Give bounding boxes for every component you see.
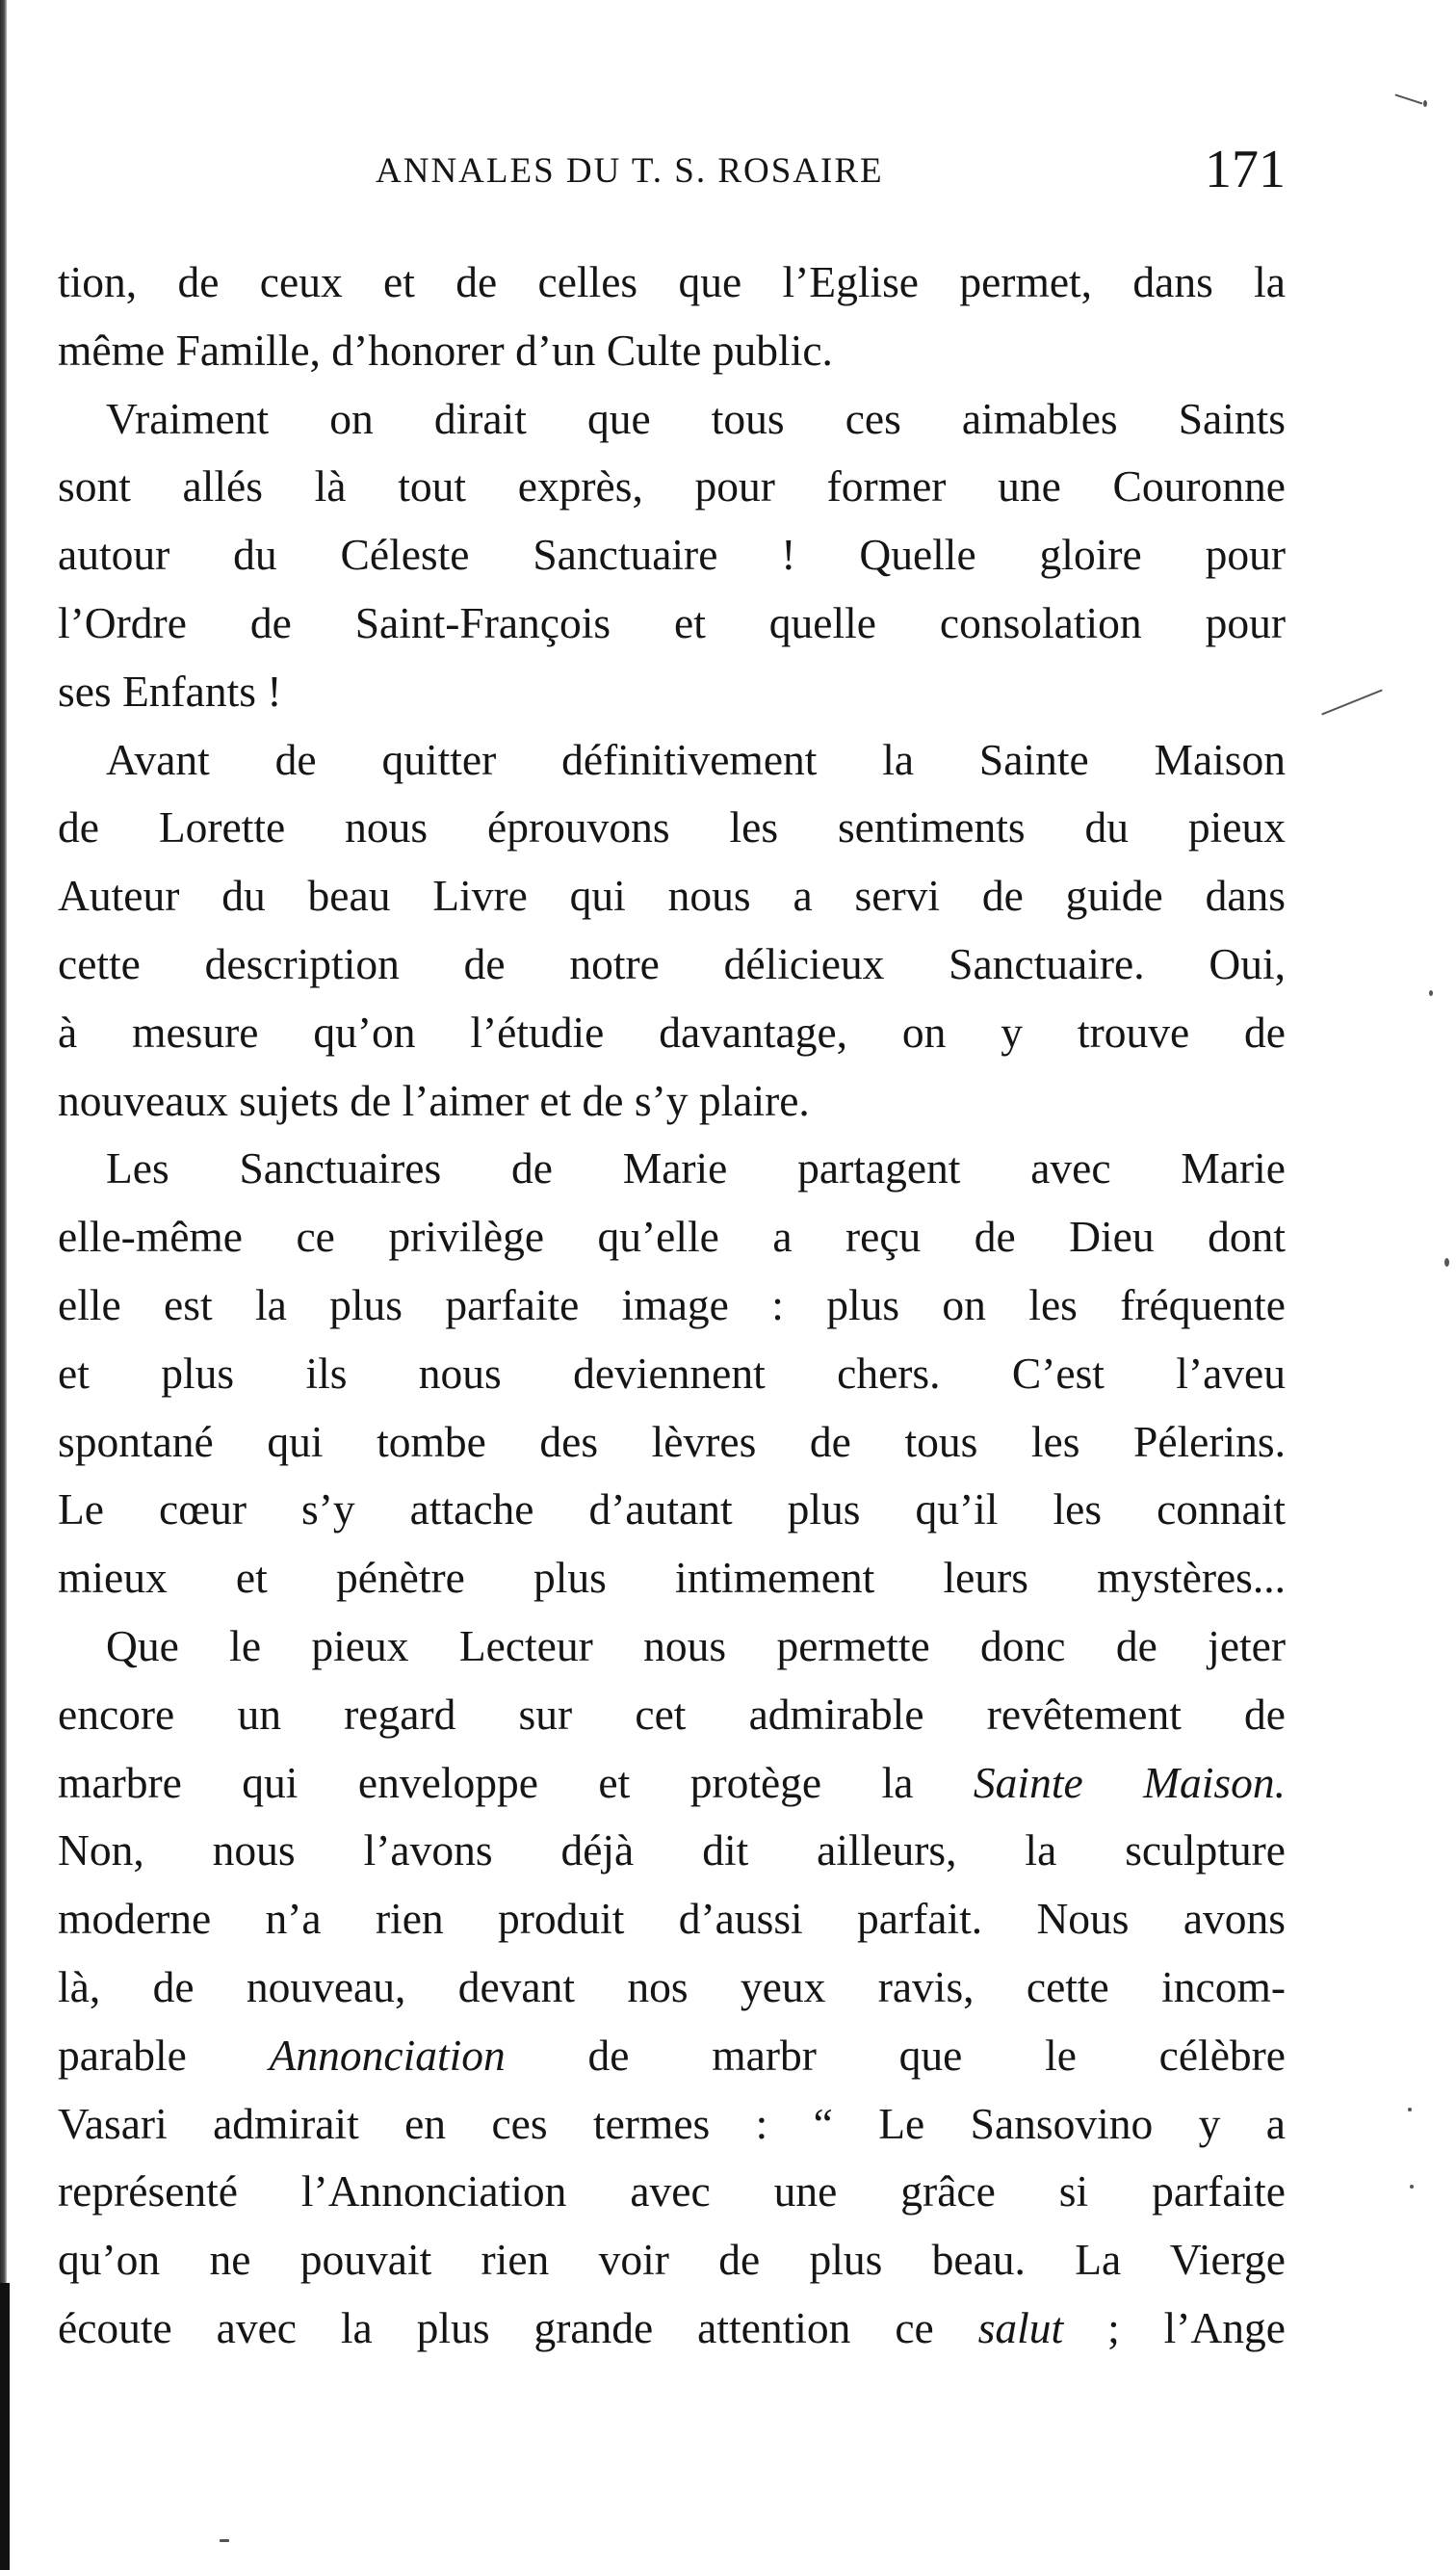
italic-text: salut [977, 2302, 1064, 2352]
text-segment: moderne n’a rien produit d’aussi parfait. Nous avons [58, 1894, 1286, 1944]
text-line [58, 2090, 1286, 2159]
text-line [58, 931, 1286, 999]
text-line [58, 1544, 1286, 1613]
text-segment: elle est la plus parfaite image : plus on les fréquente [58, 1279, 1286, 1329]
text-segment: Le cœur s’y attache d’autant plus qu’il les connait [58, 1484, 1286, 1534]
text-segment: tion, de ceux et de celles que l’Eglise permet, dans la [58, 257, 1286, 306]
text-line [58, 317, 1286, 385]
text-segment: même Famille, d’honorer d’un Culte public. [58, 325, 833, 375]
text-line [58, 2295, 1286, 2363]
scan-speck [220, 2539, 229, 2542]
text-segment: elle-même ce privilège qu’elle a reçu de Dieu dont [58, 1212, 1286, 1262]
scan-speck [1444, 1258, 1449, 1267]
text-line [58, 726, 1286, 795]
text-line [58, 590, 1286, 658]
text-segment: Avant de quitter définitivement la Sainte Maison [106, 734, 1286, 784]
text-segment: spontané qui tombe des lèvres de tous les Pélerins. [58, 1416, 1286, 1466]
text-line [58, 2226, 1286, 2295]
text-segment: Non, nous l’avons déjà dit ailleurs, la sculpture [58, 1825, 1286, 1875]
text-segment: Vasari admirait en ces termes : “ Le Sansovino y a [58, 2098, 1286, 2148]
text-line [58, 385, 1286, 454]
italic-text: Sainte Maison. [973, 1757, 1286, 1807]
text-line [58, 1885, 1286, 1954]
text-line [58, 1681, 1286, 1749]
text-line [58, 999, 1286, 1067]
text-segment: autour du Céleste Sanctuaire ! Quelle gloire pour [58, 530, 1286, 580]
text-line [58, 1817, 1286, 1885]
text-line [58, 521, 1286, 590]
text-segment: à mesure qu’on l’étudie davantage, on y trouve de [58, 1007, 1286, 1057]
text-segment: Vraiment on dirait que tous ces aimables Saints [106, 393, 1286, 443]
text-segment: de marbr que le célèbre [505, 2030, 1286, 2080]
text-line [58, 1135, 1286, 1203]
text-segment: Les Sanctuaires de Marie partagent avec Marie [106, 1143, 1286, 1193]
text-line [58, 2022, 1286, 2090]
text-line [58, 794, 1286, 862]
scan-speck [1423, 100, 1427, 107]
text-segment: Que le pieux Lecteur nous permette donc de jeter [106, 1620, 1286, 1670]
text-segment: écoute avec la plus grande attention ce [58, 2302, 978, 2352]
text-line [58, 658, 1286, 726]
text-line [58, 1749, 1286, 1818]
text-segment: ses Enfants ! [58, 666, 282, 716]
body-text [58, 249, 1286, 2363]
text-line [58, 1476, 1286, 1544]
text-segment: là, de nouveau, devant nos yeux ravis, cette incom- [58, 1961, 1286, 2011]
text-segment: qu’on ne pouvait rien voir de plus beau. La Vierge [58, 2235, 1286, 2285]
text-line [58, 1203, 1286, 1272]
text-segment: Auteur du beau Livre qui nous a servi de guide dans [58, 871, 1286, 921]
text-segment: encore un regard sur cet admirable revêtement de [58, 1689, 1286, 1739]
text-line [58, 1340, 1286, 1408]
scan-speck [1394, 93, 1422, 104]
scan-speck [1408, 2108, 1412, 2111]
text-segment: parable [58, 2030, 270, 2080]
text-line [58, 862, 1286, 931]
text-segment: de Lorette nous éprouvons les sentiments du pieux [58, 802, 1286, 852]
binding-edge [0, 0, 7, 2570]
text-segment: sont allés là tout exprès, pour former une Couronne [58, 461, 1286, 511]
text-line [58, 1613, 1286, 1681]
text-segment: marbre qui enveloppe et protège la [58, 1757, 974, 1807]
text-segment: mieux et pénètre plus intimement leurs mystères... [58, 1553, 1286, 1603]
text-line [58, 1408, 1286, 1477]
text-line [58, 453, 1286, 521]
running-title: ANNALES DU T. S. ROSAIRE [376, 151, 884, 191]
text-line [58, 1067, 1286, 1136]
text-segment: ; l’Ange [1063, 2302, 1286, 2352]
running-head [58, 140, 1286, 210]
scan-speck [1410, 2185, 1414, 2189]
text-line [58, 1954, 1286, 2022]
text-segment: nouveaux sujets de l’aimer et de s’y plaire. [58, 1075, 810, 1125]
text-line [58, 249, 1286, 317]
scan-speck [1321, 689, 1383, 715]
text-segment: représenté l’Annonciation avec une grâce si parfaite [58, 2166, 1286, 2216]
text-segment: et plus ils nous deviennent chers. C’est l’aveu [58, 1348, 1286, 1398]
scan-speck [1429, 990, 1433, 996]
text-line [58, 1272, 1286, 1340]
page-number: 171 [1205, 140, 1286, 199]
text-line [58, 2158, 1286, 2226]
text-segment: l’Ordre de Saint-François et quelle consolation pour [58, 597, 1286, 647]
text-segment: cette description de notre délicieux Sanctuaire. Oui, [58, 938, 1286, 988]
italic-text: Annonciation [269, 2030, 506, 2080]
